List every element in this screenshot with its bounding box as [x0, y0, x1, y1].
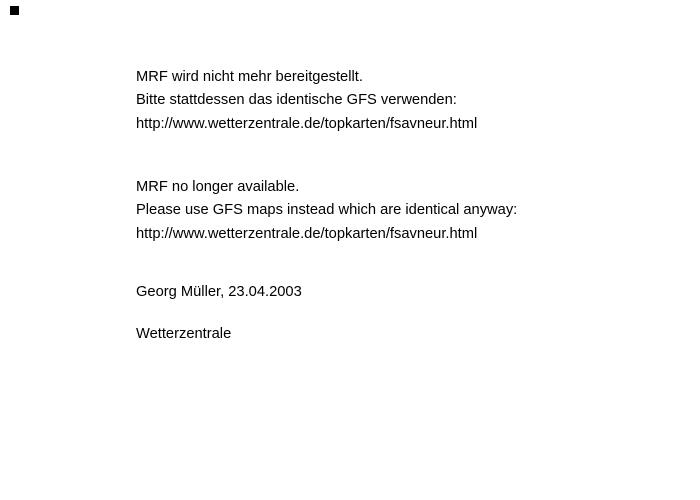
notice-de-line-1: MRF wird nicht mehr bereitgestellt. [136, 69, 363, 85]
site-name: Wetterzentrale [136, 326, 232, 342]
notice-en-url-text: http://www.wetterzentrale.de/topkarten/fsavneur.html [136, 225, 478, 242]
corner-square-marker [10, 6, 19, 15]
notice-de-url-text: http://www.wetterzentrale.de/topkarten/fsavneur.html [136, 115, 478, 132]
notice-en-line-2: Please use GFS maps instead which are identical anyway: [136, 202, 518, 219]
notice-en-line-1: MRF no longer available. [136, 179, 300, 195]
notice-de-line-2: Bitte stattdessen das identische GFS verwenden: [136, 92, 457, 109]
notice-english [136, 176, 517, 246]
notice-german [136, 66, 477, 136]
signature-line: Georg Müller, 23.04.2003 [136, 284, 302, 300]
